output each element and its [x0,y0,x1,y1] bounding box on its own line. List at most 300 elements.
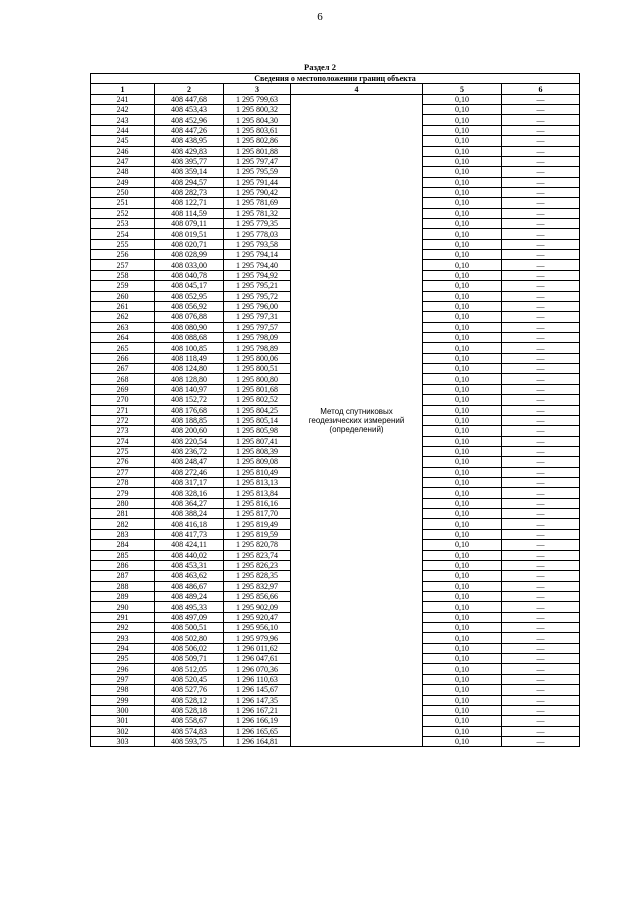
y-coordinate-cell: 1 295 795,72 [224,291,291,301]
point-description-cell: — [502,187,580,197]
point-number-cell: 292 [91,623,155,633]
x-coordinate-cell: 408 079,11 [155,219,224,229]
x-coordinate-cell: 408 152,72 [155,395,224,405]
x-coordinate-cell: 408 424,11 [155,540,224,550]
point-description-cell: — [502,146,580,156]
page-number: 6 [317,11,323,23]
accuracy-cell: 0,10 [423,312,502,322]
point-description-cell: — [502,281,580,291]
point-description-cell: — [502,343,580,353]
point-description-cell: — [502,291,580,301]
y-coordinate-cell: 1 295 801,88 [224,146,291,156]
x-coordinate-cell: 408 453,31 [155,560,224,570]
y-coordinate-cell: 1 295 805,14 [224,415,291,425]
point-description-cell: — [502,374,580,384]
y-coordinate-cell: 1 295 832,97 [224,581,291,591]
accuracy-cell: 0,10 [423,654,502,664]
accuracy-cell: 0,10 [423,467,502,477]
point-description-cell: — [502,457,580,467]
column-header-4: 4 [291,84,423,94]
x-coordinate-cell: 408 088,68 [155,332,224,342]
point-description-cell: — [502,125,580,135]
point-number-cell: 273 [91,426,155,436]
point-description-cell: — [502,250,580,260]
accuracy-cell: 0,10 [423,457,502,467]
y-coordinate-cell: 1 295 800,06 [224,353,291,363]
accuracy-cell: 0,10 [423,540,502,550]
point-number-cell: 276 [91,457,155,467]
column-header-6: 6 [502,84,580,94]
method-line: Метод спутниковых [320,407,393,417]
point-description-cell: — [502,695,580,705]
point-number-cell: 269 [91,384,155,394]
x-coordinate-cell: 408 080,90 [155,322,224,332]
y-coordinate-cell: 1 295 791,44 [224,177,291,187]
y-coordinate-cell: 1 296 147,35 [224,695,291,705]
y-coordinate-cell: 1 295 810,49 [224,467,291,477]
x-coordinate-cell: 408 512,05 [155,664,224,674]
point-description-cell: — [502,270,580,280]
point-number-cell: 267 [91,364,155,374]
point-description-cell: — [502,602,580,612]
point-number-cell: 289 [91,591,155,601]
point-description-cell: — [502,685,580,695]
y-coordinate-cell: 1 296 165,65 [224,726,291,736]
accuracy-cell: 0,10 [423,726,502,736]
point-description-cell: — [502,674,580,684]
point-number-cell: 274 [91,436,155,446]
accuracy-cell: 0,10 [423,115,502,125]
point-description-cell: — [502,571,580,581]
point-number-cell: 279 [91,488,155,498]
accuracy-cell: 0,10 [423,198,502,208]
x-coordinate-cell: 408 140,97 [155,384,224,394]
x-coordinate-cell: 408 558,67 [155,716,224,726]
point-description-cell: — [502,167,580,177]
point-number-cell: 255 [91,239,155,249]
accuracy-cell: 0,10 [423,343,502,353]
point-number-cell: 257 [91,260,155,270]
x-coordinate-cell: 408 056,92 [155,301,224,311]
point-description-cell: — [502,156,580,166]
accuracy-cell: 0,10 [423,664,502,674]
point-number-cell: 297 [91,674,155,684]
point-number-cell: 298 [91,685,155,695]
y-coordinate-cell: 1 296 011,62 [224,643,291,653]
point-number-cell: 244 [91,125,155,135]
point-description-cell: — [502,177,580,187]
point-number-cell: 296 [91,664,155,674]
column-header-1: 1 [91,84,155,94]
point-description-cell: — [502,623,580,633]
x-coordinate-cell: 408 028,99 [155,250,224,260]
point-number-cell: 251 [91,198,155,208]
accuracy-cell: 0,10 [423,332,502,342]
accuracy-cell: 0,10 [423,560,502,570]
column-header-5: 5 [423,84,502,94]
x-coordinate-cell: 408 440,02 [155,550,224,560]
accuracy-cell: 0,10 [423,643,502,653]
point-description-cell: — [502,219,580,229]
point-description-cell: — [502,229,580,239]
y-coordinate-cell: 1 296 047,61 [224,654,291,664]
table-caption-row [91,74,580,84]
x-coordinate-cell: 408 052,95 [155,291,224,301]
point-description-cell: — [502,446,580,456]
accuracy-cell: 0,10 [423,685,502,695]
y-coordinate-cell: 1 295 902,09 [224,602,291,612]
x-coordinate-cell: 408 118,49 [155,353,224,363]
point-number-cell: 246 [91,146,155,156]
x-coordinate-cell: 408 463,62 [155,571,224,581]
x-coordinate-cell: 408 019,51 [155,229,224,239]
point-description-cell: — [502,633,580,643]
accuracy-cell: 0,10 [423,177,502,187]
point-number-cell: 284 [91,540,155,550]
y-coordinate-cell: 1 295 817,70 [224,509,291,519]
x-coordinate-cell: 408 328,16 [155,488,224,498]
y-coordinate-cell: 1 295 805,98 [224,426,291,436]
point-description-cell: — [502,654,580,664]
point-number-cell: 283 [91,529,155,539]
point-number-cell: 252 [91,208,155,218]
y-coordinate-cell: 1 295 797,31 [224,312,291,322]
point-number-cell: 248 [91,167,155,177]
point-number-cell: 241 [91,94,155,104]
y-coordinate-cell: 1 296 164,81 [224,737,291,747]
y-coordinate-cell: 1 295 798,09 [224,332,291,342]
point-description-cell: — [502,550,580,560]
point-description-cell: — [502,436,580,446]
point-number-cell: 259 [91,281,155,291]
x-coordinate-cell: 408 447,68 [155,94,224,104]
accuracy-cell: 0,10 [423,364,502,374]
accuracy-cell: 0,10 [423,167,502,177]
x-coordinate-cell: 408 236,72 [155,446,224,456]
point-description-cell: — [502,198,580,208]
x-coordinate-cell: 408 272,46 [155,467,224,477]
y-coordinate-cell: 1 295 798,89 [224,343,291,353]
y-coordinate-cell: 1 295 816,16 [224,498,291,508]
accuracy-cell: 0,10 [423,270,502,280]
x-coordinate-cell: 408 495,33 [155,602,224,612]
point-number-cell: 272 [91,415,155,425]
column-header-row [91,84,580,94]
point-number-cell: 253 [91,219,155,229]
x-coordinate-cell: 408 220,54 [155,436,224,446]
point-number-cell: 291 [91,612,155,622]
point-description-cell: — [502,260,580,270]
x-coordinate-cell: 408 294,57 [155,177,224,187]
y-coordinate-cell: 1 295 781,32 [224,208,291,218]
y-coordinate-cell: 1 295 778,03 [224,229,291,239]
table-caption: Сведения о местоположении границ объекта [91,74,580,84]
point-description-cell: — [502,239,580,249]
point-description-cell: — [502,591,580,601]
x-coordinate-cell: 408 248,47 [155,457,224,467]
point-description-cell: — [502,426,580,436]
point-number-cell: 260 [91,291,155,301]
x-coordinate-cell: 408 188,85 [155,415,224,425]
x-coordinate-cell: 408 200,60 [155,426,224,436]
point-number-cell: 258 [91,270,155,280]
point-number-cell: 294 [91,643,155,653]
x-coordinate-cell: 408 122,71 [155,198,224,208]
y-coordinate-cell: 1 295 920,47 [224,612,291,622]
x-coordinate-cell: 408 528,18 [155,705,224,715]
y-coordinate-cell: 1 295 795,21 [224,281,291,291]
y-coordinate-cell: 1 295 803,61 [224,125,291,135]
point-description-cell: — [502,467,580,477]
point-description-cell: — [502,384,580,394]
point-number-cell: 287 [91,571,155,581]
point-number-cell: 250 [91,187,155,197]
point-description-cell: — [502,105,580,115]
x-coordinate-cell: 408 359,14 [155,167,224,177]
y-coordinate-cell: 1 295 804,25 [224,405,291,415]
accuracy-cell: 0,10 [423,374,502,384]
y-coordinate-cell: 1 295 799,63 [224,94,291,104]
point-number-cell: 256 [91,250,155,260]
accuracy-cell: 0,10 [423,571,502,581]
point-description-cell: — [502,136,580,146]
accuracy-cell: 0,10 [423,136,502,146]
x-coordinate-cell: 408 447,26 [155,125,224,135]
method-cell [291,94,423,747]
point-description-cell: — [502,332,580,342]
y-coordinate-cell: 1 296 110,63 [224,674,291,684]
accuracy-cell: 0,10 [423,281,502,291]
y-coordinate-cell: 1 295 779,35 [224,219,291,229]
table-row [91,94,580,104]
point-number-cell: 302 [91,726,155,736]
point-description-cell: — [502,509,580,519]
y-coordinate-cell: 1 295 828,35 [224,571,291,581]
x-coordinate-cell: 408 429,83 [155,146,224,156]
point-number-cell: 261 [91,301,155,311]
point-number-cell: 242 [91,105,155,115]
y-coordinate-cell: 1 295 808,39 [224,446,291,456]
accuracy-cell: 0,10 [423,156,502,166]
x-coordinate-cell: 408 417,73 [155,529,224,539]
point-description-cell: — [502,716,580,726]
point-number-cell: 290 [91,602,155,612]
point-number-cell: 295 [91,654,155,664]
y-coordinate-cell: 1 296 166,19 [224,716,291,726]
point-description-cell: — [502,560,580,570]
point-description-cell: — [502,301,580,311]
point-number-cell: 278 [91,478,155,488]
point-number-cell: 277 [91,467,155,477]
x-coordinate-cell: 408 176,68 [155,405,224,415]
x-coordinate-cell: 408 528,12 [155,695,224,705]
accuracy-cell: 0,10 [423,591,502,601]
y-coordinate-cell: 1 295 797,47 [224,156,291,166]
x-coordinate-cell: 408 486,67 [155,581,224,591]
y-coordinate-cell: 1 296 145,67 [224,685,291,695]
y-coordinate-cell: 1 296 070,36 [224,664,291,674]
accuracy-cell: 0,10 [423,415,502,425]
x-coordinate-cell: 408 416,18 [155,519,224,529]
point-number-cell: 303 [91,737,155,747]
point-number-cell: 268 [91,374,155,384]
accuracy-cell: 0,10 [423,395,502,405]
accuracy-cell: 0,10 [423,550,502,560]
point-number-cell: 282 [91,519,155,529]
point-number-cell: 262 [91,312,155,322]
y-coordinate-cell: 1 296 167,21 [224,705,291,715]
y-coordinate-cell: 1 295 781,69 [224,198,291,208]
y-coordinate-cell: 1 295 794,40 [224,260,291,270]
point-description-cell: — [502,488,580,498]
accuracy-cell: 0,10 [423,301,502,311]
x-coordinate-cell: 408 452,96 [155,115,224,125]
x-coordinate-cell: 408 574,83 [155,726,224,736]
point-description-cell: — [502,705,580,715]
accuracy-cell: 0,10 [423,529,502,539]
point-description-cell: — [502,664,580,674]
section-title: Раздел 2 [304,62,336,72]
point-description-cell: — [502,529,580,539]
y-coordinate-cell: 1 295 823,74 [224,550,291,560]
accuracy-cell: 0,10 [423,581,502,591]
y-coordinate-cell: 1 295 807,41 [224,436,291,446]
point-number-cell: 281 [91,509,155,519]
accuracy-cell: 0,10 [423,322,502,332]
point-number-cell: 285 [91,550,155,560]
method-line: (определений) [329,425,384,435]
accuracy-cell: 0,10 [423,602,502,612]
point-number-cell: 245 [91,136,155,146]
accuracy-cell: 0,10 [423,705,502,715]
point-number-cell: 301 [91,716,155,726]
accuracy-cell: 0,10 [423,125,502,135]
y-coordinate-cell: 1 295 802,86 [224,136,291,146]
accuracy-cell: 0,10 [423,219,502,229]
accuracy-cell: 0,10 [423,105,502,115]
x-coordinate-cell: 408 124,80 [155,364,224,374]
point-number-cell: 254 [91,229,155,239]
x-coordinate-cell: 408 506,02 [155,643,224,653]
point-description-cell: — [502,540,580,550]
x-coordinate-cell: 408 509,71 [155,654,224,664]
x-coordinate-cell: 408 040,78 [155,270,224,280]
accuracy-cell: 0,10 [423,291,502,301]
method-line: геодезических измерений [308,416,405,426]
x-coordinate-cell: 408 317,17 [155,478,224,488]
accuracy-cell: 0,10 [423,716,502,726]
point-number-cell: 247 [91,156,155,166]
column-header-2: 2 [155,84,224,94]
accuracy-cell: 0,10 [423,623,502,633]
y-coordinate-cell: 1 295 819,59 [224,529,291,539]
point-description-cell: — [502,643,580,653]
y-coordinate-cell: 1 295 809,08 [224,457,291,467]
accuracy-cell: 0,10 [423,436,502,446]
x-coordinate-cell: 408 020,71 [155,239,224,249]
y-coordinate-cell: 1 295 800,80 [224,374,291,384]
point-number-cell: 266 [91,353,155,363]
y-coordinate-cell: 1 295 813,13 [224,478,291,488]
y-coordinate-cell: 1 295 795,59 [224,167,291,177]
accuracy-cell: 0,10 [423,239,502,249]
x-coordinate-cell: 408 453,43 [155,105,224,115]
x-coordinate-cell: 408 502,80 [155,633,224,643]
point-description-cell: — [502,322,580,332]
point-description-cell: — [502,581,580,591]
boundary-coordinates-table [90,73,580,747]
point-description-cell: — [502,395,580,405]
accuracy-cell: 0,10 [423,208,502,218]
x-coordinate-cell: 408 500,51 [155,623,224,633]
accuracy-cell: 0,10 [423,250,502,260]
point-number-cell: 299 [91,695,155,705]
accuracy-cell: 0,10 [423,446,502,456]
point-number-cell: 265 [91,343,155,353]
point-description-cell: — [502,737,580,747]
accuracy-cell: 0,10 [423,633,502,643]
y-coordinate-cell: 1 295 793,58 [224,239,291,249]
accuracy-cell: 0,10 [423,229,502,239]
point-number-cell: 293 [91,633,155,643]
point-number-cell: 249 [91,177,155,187]
x-coordinate-cell: 408 045,17 [155,281,224,291]
y-coordinate-cell: 1 295 790,42 [224,187,291,197]
y-coordinate-cell: 1 295 796,00 [224,301,291,311]
y-coordinate-cell: 1 295 819,49 [224,519,291,529]
x-coordinate-cell: 408 527,76 [155,685,224,695]
point-description-cell: — [502,478,580,488]
point-description-cell: — [502,519,580,529]
y-coordinate-cell: 1 295 804,30 [224,115,291,125]
accuracy-cell: 0,10 [423,260,502,270]
point-number-cell: 263 [91,322,155,332]
x-coordinate-cell: 408 438,95 [155,136,224,146]
accuracy-cell: 0,10 [423,384,502,394]
x-coordinate-cell: 408 395,77 [155,156,224,166]
accuracy-cell: 0,10 [423,146,502,156]
x-coordinate-cell: 408 033,00 [155,260,224,270]
point-number-cell: 264 [91,332,155,342]
point-description-cell: — [502,415,580,425]
y-coordinate-cell: 1 295 801,68 [224,384,291,394]
x-coordinate-cell: 408 128,80 [155,374,224,384]
x-coordinate-cell: 408 282,73 [155,187,224,197]
point-number-cell: 243 [91,115,155,125]
point-description-cell: — [502,726,580,736]
y-coordinate-cell: 1 295 794,92 [224,270,291,280]
x-coordinate-cell: 408 520,45 [155,674,224,684]
y-coordinate-cell: 1 295 979,96 [224,633,291,643]
point-description-cell: — [502,312,580,322]
point-description-cell: — [502,208,580,218]
x-coordinate-cell: 408 100,85 [155,343,224,353]
point-number-cell: 270 [91,395,155,405]
x-coordinate-cell: 408 364,27 [155,498,224,508]
y-coordinate-cell: 1 295 794,14 [224,250,291,260]
point-number-cell: 271 [91,405,155,415]
y-coordinate-cell: 1 295 800,51 [224,364,291,374]
point-number-cell: 275 [91,446,155,456]
point-description-cell: — [502,353,580,363]
y-coordinate-cell: 1 295 856,66 [224,591,291,601]
point-number-cell: 286 [91,560,155,570]
y-coordinate-cell: 1 295 800,32 [224,105,291,115]
y-coordinate-cell: 1 295 813,84 [224,488,291,498]
column-header-3: 3 [224,84,291,94]
accuracy-cell: 0,10 [423,737,502,747]
accuracy-cell: 0,10 [423,353,502,363]
